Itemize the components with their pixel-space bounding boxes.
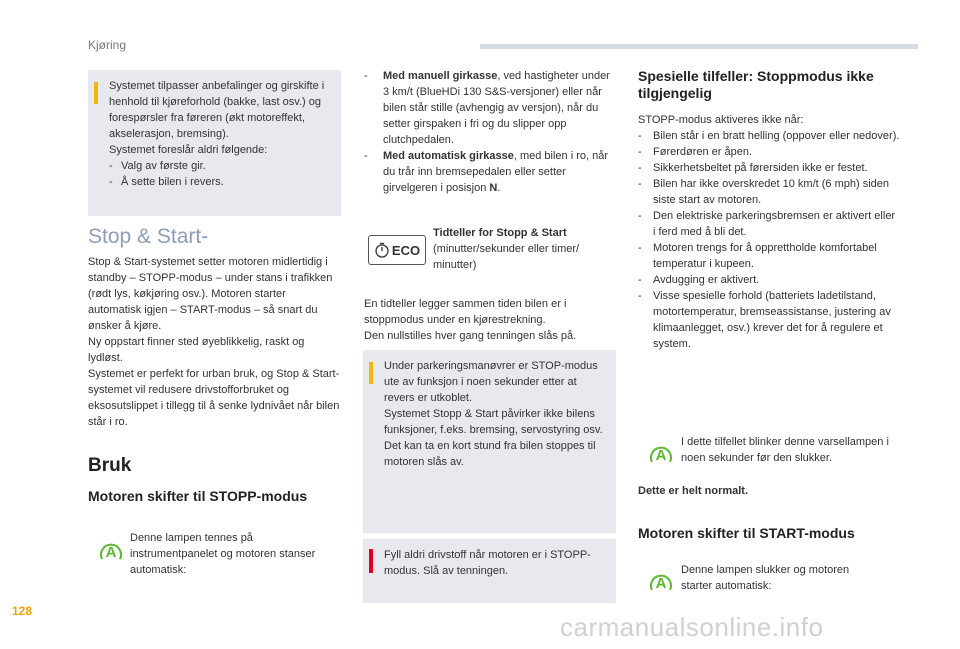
- note-marker: [94, 82, 98, 104]
- timer-desc: (minutter/sekunder eller timer/ minutter): [433, 243, 580, 271]
- page-number: 128: [12, 604, 33, 618]
- note-paragraph: Det kan ta en kort stund fra bilen stoppes til motoren slås av.: [384, 440, 596, 468]
- timer-icon: [374, 242, 390, 258]
- eco-label: ECO: [391, 242, 421, 258]
- note-paragraph: Systemet Stopp & Start påvirker ikke bilens funksjoner, f.eks. bremsing, servostyring osv.: [384, 408, 603, 436]
- info-note: [363, 350, 616, 533]
- section-label: Kjøring: [88, 38, 127, 52]
- warning-note: [363, 539, 616, 603]
- list-item: - Å sette bilen i revers.: [109, 174, 333, 190]
- note-paragraph: Systemet foreslår aldri følgende:: [109, 144, 268, 156]
- timer-description: [433, 225, 613, 273]
- paragraph: Stop & Start-systemet setter motoren midlertidig i standby – STOPP-modus – under stans i trafikken (rødt lys, køkjøring osv.). Motoren starter automatisk igjen – START-modus – så snart du ønsker å kjøre.: [88, 256, 333, 332]
- blink-text: I dette tilfellet blinker denne varsellampen i noen sekunder før den slukker.: [681, 436, 889, 464]
- list-item: [364, 148, 614, 196]
- paragraph: En tidteller legger sammen tiden bilen er i stoppmodus under en kjørestrekning.: [364, 298, 567, 326]
- stop-start-a-icon: [649, 569, 673, 598]
- list-item: - Førerdøren er åpen.: [638, 144, 900, 160]
- start-lamp-text: Denne lampen slukker og motoren starter automatisk:: [681, 564, 850, 592]
- timer-text: [364, 296, 614, 344]
- watermark: carmanualsonline.info: [560, 612, 824, 642]
- list-item: - Valg av første gir.: [109, 158, 333, 174]
- paragraph: Ny oppstart finner sted øyeblikkelig, raskt og lydløst.: [88, 336, 305, 364]
- manual-gearbox-label: Med manuell girkasse: [383, 70, 498, 82]
- gear-n-label: N: [489, 182, 498, 194]
- warning-text: Fyll aldri drivstoff når motoren er i STOPP-modus. Slå av tenningen.: [384, 549, 591, 577]
- special-cases-heading: Spesielle tilfeller: Stoppmodus ikke tilgjengelig: [638, 68, 874, 101]
- eco-timer-icon: [368, 235, 426, 265]
- stop-lamp-text: Denne lampen tennes på instrumentpanelet og motoren stanser automatisk:: [130, 532, 316, 576]
- special-cases-text: [638, 112, 900, 352]
- paragraph: Systemet er perfekt for urban bruk, og Stop & Start-systemet vil redusere drivstofforbruket og eksosutslippet i tillegg til å senke lydnivået når bilen står i ro.: [88, 368, 340, 428]
- stop-start-a-icon: [649, 441, 673, 470]
- list-item: [364, 68, 614, 148]
- stop-start-a-icon: [99, 538, 123, 567]
- list-item: - Visse spesielle forhold (batteriets ladetilstand, motortemperatur, bremseassistanse, justering av klimaanlegget, osv.) krever det for å regulere et system.: [638, 288, 900, 352]
- list-item: - Bilen har ikke overskredet 10 km/t (6 mph) siden siste start av motoren.: [638, 176, 900, 208]
- info-note: [88, 70, 341, 216]
- section-title: Stop & Start-: [88, 225, 209, 248]
- list-item: - Avdugging er aktivert.: [638, 272, 900, 288]
- list-item: - Den elektriske parkeringsbremsen er aktivert eller i ferd med å bli det.: [638, 208, 900, 240]
- svg-text:A: A: [655, 447, 667, 464]
- note-marker: [369, 362, 373, 384]
- paragraph: Den nullstilles hver gang tenningen slås på.: [364, 330, 577, 342]
- paragraph: STOPP-modus aktiveres ikke når:: [638, 114, 804, 126]
- svg-text:A: A: [105, 544, 117, 561]
- list-item-text: , med bilen i ro, når du trår inn bremsepedalen eller setter girvelgeren i posisjon: [383, 150, 608, 194]
- list-item-text: , ved hastigheter under 3 km/t (BlueHDi 130 S&S-versjoner) eller når bilen står stille (avhengig av versjon), når du setter girspaken i fri og du slipper opp clutchpedalen.: [383, 70, 610, 146]
- intro-text: [88, 254, 342, 430]
- list-item: - Motoren trengs for å opprettholde komfortabel temperatur i kupeen.: [638, 240, 900, 272]
- normal-text: Dette er helt normalt.: [638, 485, 749, 497]
- conditions-list: [364, 68, 614, 196]
- note-paragraph: Systemet tilpasser anbefalinger og girskifte i henhold til kjøreforhold (bakke, last osv.) og forespørsler fra føreren (økt motoreffekt, akselerasjon, bremsing).: [109, 80, 325, 140]
- list-item-end: .: [497, 182, 501, 194]
- svg-text:A: A: [655, 575, 667, 592]
- usage-heading: Bruk: [88, 455, 132, 476]
- list-item: - Bilen står i en bratt helling (oppover eller nedover).: [638, 128, 900, 144]
- stop-mode-heading: Motoren skifter til STOPP-modus: [88, 488, 308, 504]
- start-mode-heading: Motoren skifter til START-modus: [638, 525, 855, 541]
- warning-marker: [369, 549, 373, 573]
- timer-title: Tidteller for Stopp & Start: [433, 227, 567, 239]
- list-item: - Sikkerhetsbeltet på førersiden ikke er festet.: [638, 160, 900, 176]
- auto-gearbox-label: Med automatisk girkasse: [383, 150, 514, 162]
- header-bar: [480, 44, 918, 49]
- note-paragraph: Under parkeringsmanøvrer er STOP-modus ute av funksjon i noen sekunder etter at revers er utkoblet.: [384, 360, 598, 404]
